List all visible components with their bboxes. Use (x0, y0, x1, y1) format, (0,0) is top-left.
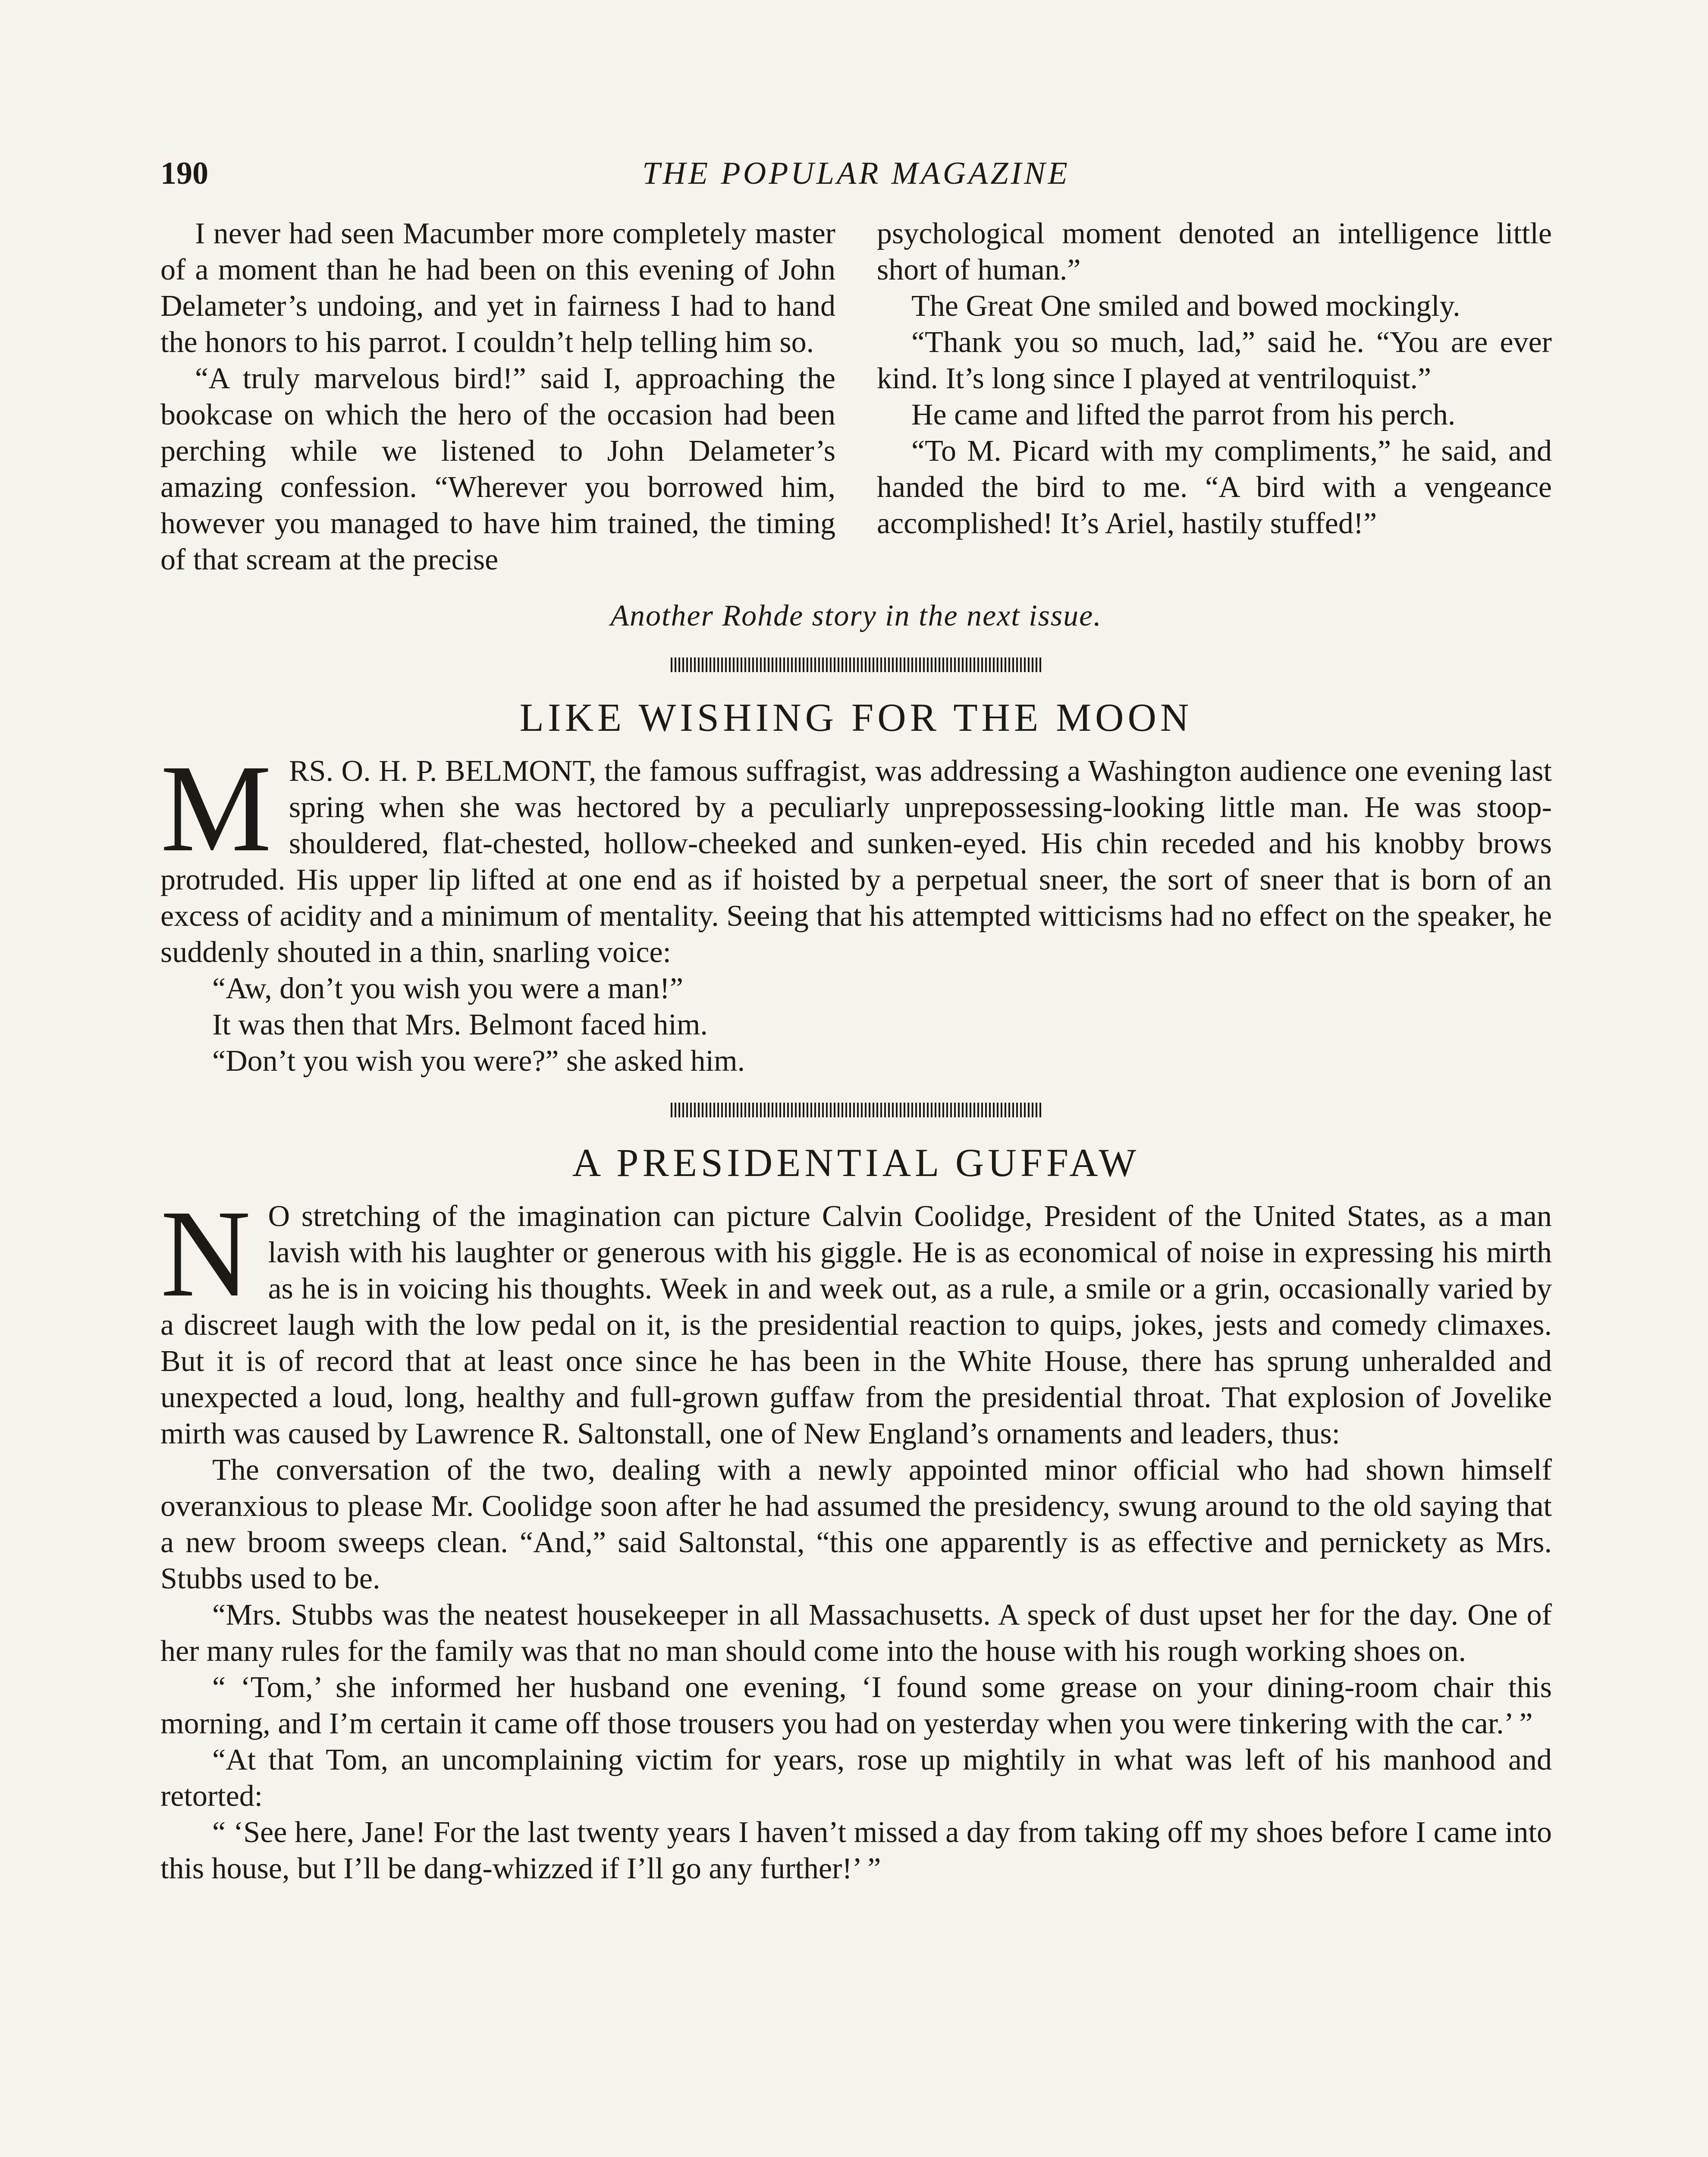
right-column (877, 216, 1552, 578)
lead-text: RS. O. H. P. BELMONT, the famous suffragist, was addressing a Washington audience one evening last spring when she was hectored by a peculiarly unprepossessing-looking little man. He was stoop-shouldered, flat-chested, hollow-cheeked and sunken-eyed. His chin receded and his knobby brows protruded. His upper lip lifted at one end as if hoisted by a perpetual sneer, the sort of sneer that is born of an excess of acidity and a minimum of mentality. Seeing that his attempted witticisms had no effect on the speaker, he suddenly shouted in a thin, snarling voice: (160, 755, 1552, 969)
paragraph: “To M. Picard with my compliments,” he said, and handed the bird to me. “A bird with a vengeance accomplished! It’s Ariel, hastily stuffed!” (877, 434, 1552, 540)
paragraph: The conversation of the two, dealing with a newly appointed minor official who had shown himself overanxious to please Mr. Coolidge soon after he had assumed the presidency, swung around to the old saying that a new broom sweeps clean. “And,” said Saltonstal, “this one apparently is as effective and pernickety as Mrs. Stubbs used to be. (160, 1453, 1552, 1595)
left-column (160, 216, 835, 578)
magazine-page (160, 155, 1552, 1887)
drop-cap: M (160, 739, 272, 877)
paragraph: “ ‘Tom,’ she informed her husband one evening, ‘I found some grease on your dining-room chair this morning, and I’m certain it came off those trousers you had on yesterday when you were tinkering with the car.’ ” (160, 1671, 1552, 1740)
section-divider (671, 1103, 1042, 1117)
paragraph: psychological moment denoted an intelligence little short of human.” (877, 217, 1552, 286)
paragraph: “Aw, don’t you wish you were a man!” (212, 972, 683, 1005)
paragraph: “Thank you so much, lad,” said he. “You are ever kind. It’s long since I played at ventriloquist.” (877, 326, 1552, 395)
lead-paragraph (160, 739, 1552, 971)
paragraph: He came and lifted the parrot from his perch. (911, 398, 1456, 431)
next-issue-tagline: Another Rohde story in the next issue. (610, 599, 1102, 632)
paragraph: It was then that Mrs. Belmont faced him. (212, 1008, 708, 1041)
paragraph: “ ‘See here, Jane! For the last twenty years I haven’t missed a day from taking off my shoes before I came into this house, but I’ll be dang-whizzed if I’ll go any further!’ ” (160, 1816, 1552, 1885)
story-title: A PRESIDENTIAL GUFFAW (572, 1141, 1140, 1185)
paragraph: I never had seen Macumber more completely master of a moment than he had been on this evening of John Delameter’s undoing, and yet in fairness I had to hand the honors to his parrot. I couldn’t help telling him so. (160, 217, 835, 359)
story-continuation (160, 216, 1552, 578)
paragraph: “A truly marvelous bird!” said I, approaching the bookcase on which the hero of the occasion had been perching while we listened to John Delameter’s amazing confession. “Wherever you borrowed him, however you managed to have him trained, the timing of that scream at the precise (160, 362, 835, 576)
story-a-presidential-guffaw (160, 1139, 1552, 1887)
lead-text: O stretching of the imagination can picture Calvin Coolidge, President of the United States, as a man lavish with his laughter or generous with his giggle. He is as economical of noise in expressing his mirth as he is in voicing his thoughts. Week in and week out, as a rule, a smile or a grin, occasionally varied by a discreet laugh with the low pedal on it, is the presidential reaction to quips, jokes, jests and comedy climaxes. But it is of record that at least once since he has been in the White House, there has sprung unheralded and unexpected a loud, long, healthy and full-grown guffaw from the presidential throat. That explosion of Jovelike mirth was caused by Lawrence R. Saltonstall, one of New England’s ornaments and leaders, thus: (160, 1200, 1552, 1450)
paragraph: “Mrs. Stubbs was the neatest housekeeper in all Massachusetts. A speck of dust upset her for the day. One of her many rules for the family was that no man should come into the house with his rough working shoes on. (160, 1598, 1552, 1668)
story-like-wishing-for-the-moon (160, 694, 1552, 1079)
paragraph: “Don’t you wish you were?” she asked him. (212, 1044, 745, 1078)
running-head: THE POPULAR MAGAZINE (642, 156, 1070, 191)
paragraph: “At that Tom, an uncomplaining victim for years, rose up mightily in what was left of his manhood and retorted: (160, 1743, 1552, 1813)
section-divider (671, 657, 1042, 672)
lead-paragraph (160, 1184, 1552, 1452)
drop-cap: N (160, 1184, 251, 1323)
page-header (160, 155, 1552, 207)
page-number: 190 (160, 156, 208, 191)
story-title: LIKE WISHING FOR THE MOON (519, 695, 1193, 739)
paragraph: The Great One smiled and bowed mockingly. (911, 289, 1460, 323)
